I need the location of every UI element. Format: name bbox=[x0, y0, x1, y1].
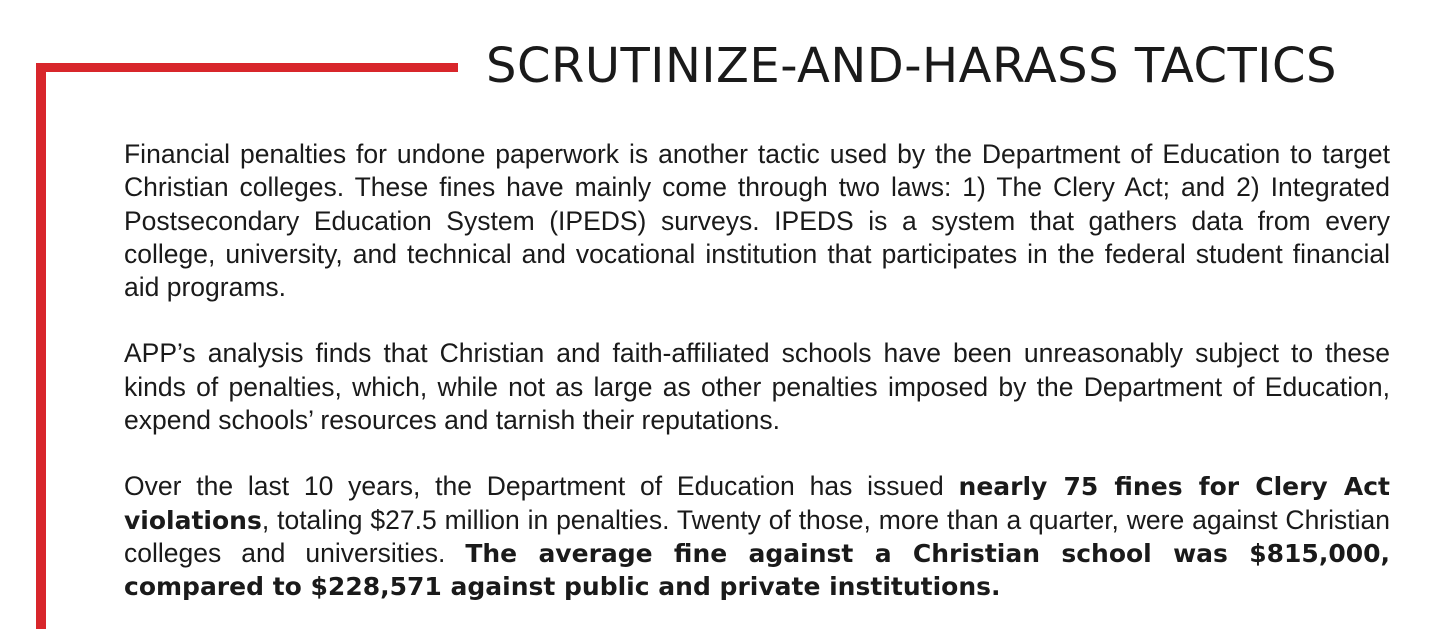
paragraph-clery-act-fines bbox=[124, 470, 1390, 603]
paragraph-financial-penalties: Financial penalties for undone paperwork is another tactic used by the Department of Education to target Christian colleges. These fines have mainly come through two laws: 1) The Clery Act; and 2) Integrated Postsecondary Education System (IPEDS) surveys. IPEDS is a system that gathers data from every college, university, and technical and vocational institution that participates in the federal student financial aid programs. bbox=[124, 139, 1390, 303]
clery-fines-highlight: nearly 75 fines for Clery Act violations bbox=[124, 472, 1390, 535]
article-body bbox=[124, 138, 1390, 637]
average-fine-highlight: The average fine against a Christian school was $815,000, compared to $228,571 against public and private institutions. bbox=[124, 538, 1390, 602]
paragraph-app-analysis: APP’s analysis finds that Christian and faith-affiliated schools have been unreasonably subject to these kinds of penalties, which, while not as large as other penalties imposed by the Department of Education, expend schools’ resources and tarnish their reputations. bbox=[124, 338, 1390, 436]
red-accent-bar-vertical bbox=[36, 63, 46, 629]
page-title: SCRUTINIZE-AND-HARASS TACTICS bbox=[486, 38, 1337, 94]
paragraph-middle-text: , totaling $27.5 million in penalties. Twenty of those, more than a quarter, were against Christian colleges and universities. bbox=[124, 504, 1390, 568]
paragraph-intro-text: Over the last 10 years, the Department of Education has issued bbox=[124, 471, 959, 502]
red-accent-bar-horizontal bbox=[36, 63, 458, 72]
